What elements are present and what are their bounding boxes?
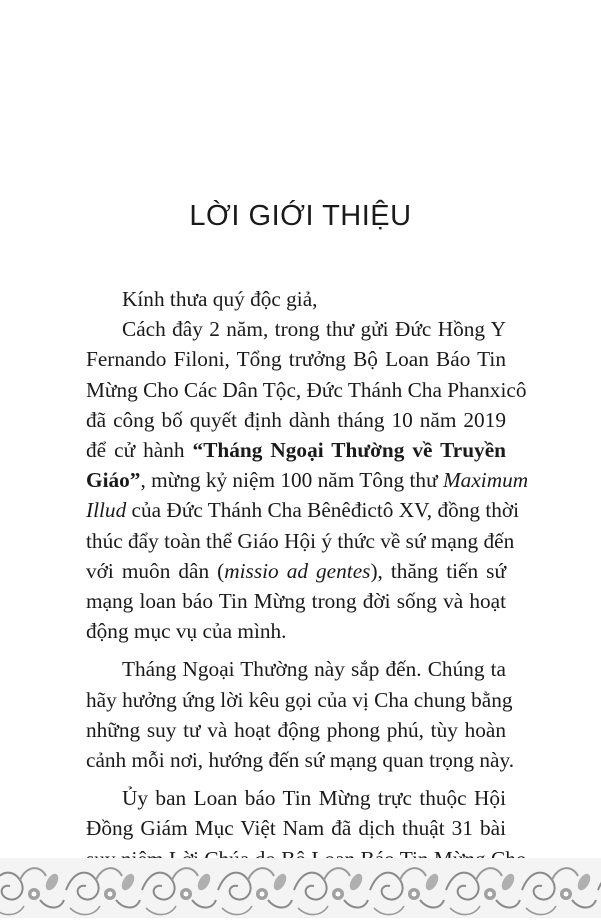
text-run: để cử hành [86, 438, 193, 463]
paragraph-call [86, 654, 515, 775]
text-line: Kính thưa quý độc giả, [122, 287, 318, 311]
text-line: thúc đẩy toàn thể Giáo Hội ý thức về sứ mạng đến [86, 528, 515, 553]
floral-border-icon [0, 858, 601, 918]
text-line: Đồng Giám Mục Việt Nam đã dịch thuật 31 bài [86, 816, 506, 841]
text-line [86, 495, 520, 525]
text-line: những suy tư và hoạt động phong phú, tùy hoàn [86, 717, 506, 742]
text-line [86, 556, 506, 586]
text-line: Ủy ban Loan báo Tin Mừng trực thuộc Hội [122, 786, 506, 811]
text-line: Tháng Ngoại Thường này sắp đến. Chúng ta [122, 657, 506, 682]
document-body [86, 284, 529, 904]
text-line: cảnh mỗi nơi, hướng đến sứ mạng quan trọng này. [86, 748, 515, 773]
text-line: Mừng Cho Các Dân Tộc, Đức Thánh Cha Phanxicô [86, 377, 527, 402]
bold-title-run: “Tháng Ngoại Thường về Truyền [192, 438, 506, 463]
text-run: ), thăng tiến sứ [370, 558, 506, 583]
text-line [86, 465, 529, 495]
italic-run: Maximum [442, 468, 529, 493]
text-line: động mục vụ của mình. [86, 619, 287, 644]
text-run: với muôn dân ( [86, 558, 225, 583]
bold-title-run: Giáo” [86, 468, 141, 493]
paragraph-greeting [86, 284, 506, 314]
italic-run: missio ad gentes [224, 558, 371, 583]
text-run: , mừng kỷ niệm 100 năm Tông thư [140, 468, 443, 493]
text-line: đã công bố quyết định dành tháng 10 năm 2019 [86, 407, 506, 432]
page-title: LỜI GIỚI THIỆU [189, 200, 412, 232]
paragraph-intro [86, 314, 529, 646]
text-line: Cách đây 2 năm, trong thư gửi Đức Hồng Y [122, 317, 506, 342]
text-run: của Đức Thánh Cha Bênêđictô XV, đồng thời [126, 498, 520, 523]
text-line: Fernando Filoni, Tổng trưởng Bộ Loan Báo Tin [86, 347, 506, 372]
italic-run: Illud [86, 498, 127, 523]
text-line: mạng loan báo Tin Mừng trong đời sống và hoạt [86, 589, 506, 614]
text-line: hãy hưởng ứng lời kêu gọi của vị Cha chung bằng [86, 687, 513, 712]
text-line [86, 435, 506, 465]
